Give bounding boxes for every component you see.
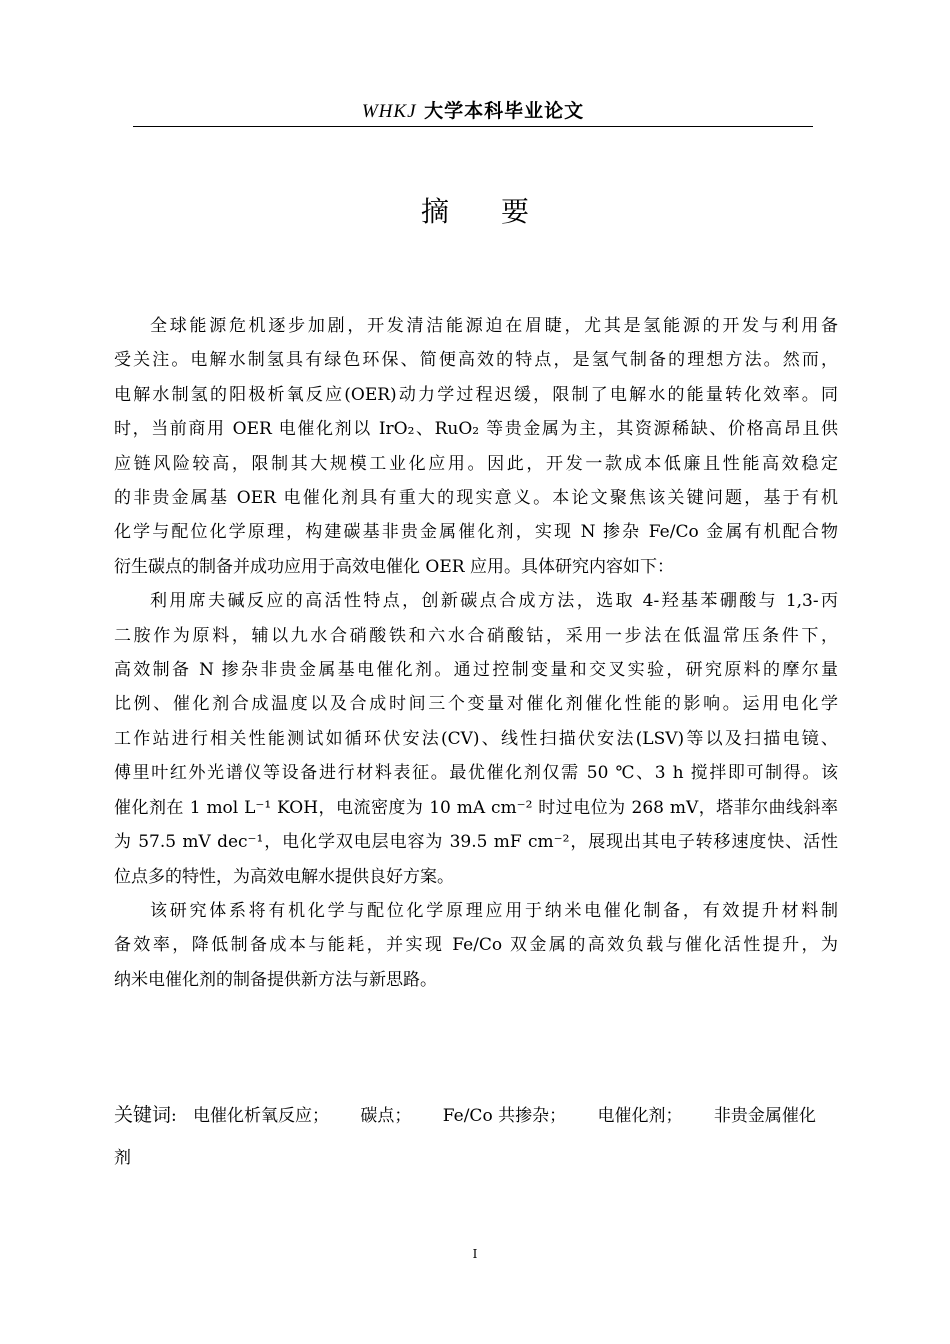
text-line: 高效制备 N 掺杂非贵金属基电催化剂。通过控制变量和交叉实验，研究原料的摩尔量 [114,660,838,681]
keywords-separator: : [171,1106,177,1126]
text-line: 该研究体系将有机化学与配位化学原理应用于纳米电催化制备，有效提升材料制 [150,900,838,921]
text-line: 的非贵金属基 OER 电催化剂具有重大的现实意义。本论文聚焦该关键问题，基于有机 [114,488,838,509]
paragraph-1 [114,309,838,584]
running-header [133,96,813,127]
text-line: 电解水制氢的阳极析氧反应(OER)动力学过程迟缓，限制了电解水的能量转化效率。同 [114,384,838,405]
text-line: 纳米电催化剂的制备提供新方法与新思路。 [114,969,437,990]
keyword-item: 电催化析氧反应； [192,1106,329,1126]
text-line: 备效率，降低制备成本与能耗，并实现 Fe/Co 双金属的高效负载与催化活性提升，为 [114,935,838,956]
abstract-body [114,309,838,997]
text-line: 化学与配位化学原理，构建碳基非贵金属催化剂，实现 N 掺杂 Fe/Co 金属有机配合物 [114,522,838,543]
page-title: 摘要 [420,195,581,228]
text-line: 工作站进行相关性能测试如循环伏安法(CV)、线性扫描伏安法(LSV)等以及扫描电镜、 [114,728,838,749]
text-line: 为 57.5 mV dec⁻¹，电化学双电层电容为 39.5 mF cm⁻²，展现出其电子转移速度快、活性 [114,832,838,853]
text-line: 应链风险较高，限制其大规模工业化应用。因此，开发一款成本低廉且性能高效稳定 [114,453,838,474]
text-line: 比例、催化剂合成温度以及合成时间三个变量对催化剂催化性能的影响。运用电化学 [114,694,838,715]
header-title [362,100,584,122]
keyword-item: Fe/Co 共掺杂； [442,1106,567,1126]
keyword-item: 非贵金属催化 [713,1106,816,1126]
text-line: 利用席夫碱反应的高活性特点，创新碳点合成方法，选取 4-羟基苯硼酸与 1,3-丙 [150,591,838,612]
text-line: 催化剂在 1 mol L⁻¹ KOH，电流密度为 10 mA cm⁻² 时过电位为 268 mV，塔菲尔曲线斜率 [114,797,838,818]
text-line: 二胺作为原料，辅以九水合硝酸铁和六水合硝酸钴，采用一步法在低温常压条件下， [114,625,838,646]
keyword-item: 碳点； [360,1106,412,1126]
text-line: 受关注。电解水制氢具有绿色环保、简便高效的特点，是氢气制备的理想方法。然而， [114,350,838,371]
text-line: 傅里叶红外光谱仪等设备进行材料表征。最优催化剂仅需 50 ℃、3 h 搅拌即可制得。该 [114,763,838,784]
keywords-label: 关键词 [114,1104,172,1126]
header-latin: WHKJ [361,101,417,122]
keyword-continuation: 剂 [114,1148,131,1168]
text-line: 时，当前商用 OER 电催化剂以 IrO₂、RuO₂ 等贵金属为主，其资源稀缺、价格高昂且供 [114,419,838,440]
text-line: 全球能源危机逐步加剧，开发清洁能源迫在眉睫，尤其是氢能源的开发与利用备 [150,316,838,336]
paragraph-3 [114,894,838,997]
text-line: 位点多的特性，为高效电解水提供良好方案。 [114,866,454,887]
text-line: 衍生碳点的制备并成功应用于高效电催化 OER 应用。具体研究内容如下： [114,556,674,577]
header-chinese: 大学本科毕业论文 [424,100,585,122]
page-number: I [472,1247,478,1261]
paragraph-2 [114,584,838,894]
keyword-item: 电催化剂； [597,1106,683,1126]
keywords-section [114,1098,838,1175]
